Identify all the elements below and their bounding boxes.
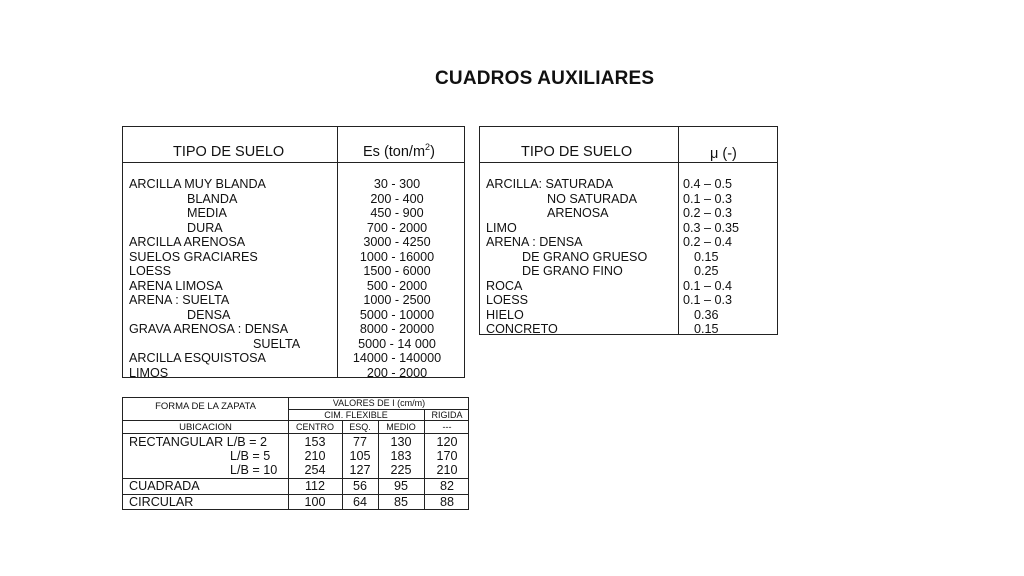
es-row-label: DENSA	[187, 307, 231, 322]
es-row-value: 5000 - 10000	[359, 307, 435, 322]
es-row-label: BLANDA	[187, 191, 238, 206]
zapata-rigida: 120	[436, 435, 458, 449]
mu-header-mu: μ (-)	[710, 146, 737, 162]
es-row-value: 5000 - 14 000	[358, 336, 436, 351]
es-row-value: 500 - 2000	[366, 278, 428, 293]
es-row-label: SUELOS GRACIARES	[129, 249, 258, 264]
es-row-label: ARENA : SUELTA	[129, 293, 230, 307]
zapata-header-valores: VALORES DE I (cm/m)	[332, 398, 426, 408]
zapata-rigida: 88	[439, 495, 454, 509]
mu-row-label: DE GRANO GRUESO	[522, 249, 648, 264]
mu-row-value: 0.2 – 0.3	[683, 206, 733, 220]
mu-row-label: ARENOSA	[547, 206, 609, 220]
mu-row-label: HIELO	[486, 307, 524, 322]
mu-row-label: LOESS	[486, 293, 528, 307]
zapata-rigida: 170	[436, 449, 458, 463]
zapata-medio: 85	[393, 495, 408, 509]
es-row-label: LIMOS	[129, 365, 169, 380]
es-row-value: 8000 - 20000	[359, 322, 435, 336]
es-row-value: 1000 - 16000	[359, 249, 435, 264]
es-row-label: ARCILLA ARENOSA	[129, 235, 246, 249]
zapata-centro: 112	[304, 479, 326, 493]
zapata-esq: 56	[352, 479, 367, 493]
es-row-value: 200 - 400	[370, 191, 424, 206]
zapata-centro: 100	[304, 495, 326, 509]
zapata-esq: 105	[349, 449, 371, 463]
zapata-row-label: RECTANGULAR L/B = 2	[129, 435, 267, 449]
zapata-centro: 153	[304, 435, 326, 449]
es-row-value: 700 - 2000	[366, 220, 428, 235]
es-row-label: ARCILLA ESQUISTOSA	[129, 351, 266, 365]
mu-row-label: LIMO	[486, 220, 517, 235]
es-row-value: 30 - 300	[373, 177, 421, 191]
es-row-value: 1000 - 2500	[363, 293, 431, 307]
zapata-header-ubicacion: UBICACION	[179, 422, 232, 433]
zapata-col-centro: CENTRO	[296, 422, 334, 432]
page-title: CUADROS AUXILIARES	[435, 68, 655, 89]
es-row-label: DURA	[187, 220, 223, 235]
es-table	[122, 126, 465, 378]
zapata-medio: 95	[393, 479, 408, 493]
es-row-value: 450 - 900	[370, 206, 424, 220]
es-row-label: GRAVA ARENOSA : DENSA	[129, 322, 289, 336]
es-row-value: 1500 - 6000	[363, 264, 431, 278]
mu-row-label: ARENA : DENSA	[486, 235, 583, 249]
zapata-row-label: L/B = 5	[230, 449, 271, 463]
zapata-esq: 127	[349, 463, 371, 477]
zapata-rigida: 210	[436, 463, 458, 477]
zapata-header-flexible: CIM. FLEXIBLE	[324, 410, 388, 420]
zapata-row-label: CUADRADA	[129, 479, 200, 493]
es-row-label: SUELTA	[253, 336, 301, 351]
mu-row-label: DE GRANO FINO	[522, 264, 623, 278]
zapata-centro: 210	[304, 449, 326, 463]
es-header-tipo: TIPO DE SUELO	[173, 144, 285, 160]
mu-row-value: 0.36	[694, 307, 719, 322]
mu-row-label: ARCILLA: SATURADA	[486, 177, 614, 191]
es-row-value: 14000 - 140000	[352, 351, 442, 365]
mu-row-value: 0.15	[694, 249, 719, 264]
mu-row-value: 0.3 – 0.35	[683, 220, 740, 235]
mu-row-value: 0.1 – 0.3	[683, 191, 733, 206]
es-row-value: 200 - 2000	[366, 365, 428, 380]
zapata-table	[122, 397, 469, 510]
zapata-esq: 64	[352, 495, 367, 509]
mu-row-value: 0.1 – 0.3	[683, 293, 733, 307]
es-row-label: MEDIA	[187, 206, 227, 220]
zapata-medio: 183	[390, 449, 412, 463]
mu-row-value: 0.15	[694, 322, 719, 336]
mu-row-value: 0.25	[694, 264, 719, 278]
zapata-medio: 130	[390, 435, 412, 449]
zapata-col-esq: ESQ.	[349, 422, 371, 432]
zapata-col-rigida: ---	[442, 422, 452, 432]
zapata-header-forma: FORMA DE LA ZAPATA	[155, 401, 256, 412]
zapata-col-medio: MEDIO	[386, 422, 416, 432]
es-row-label: LOESS	[129, 264, 171, 278]
zapata-rigida: 82	[439, 479, 454, 493]
mu-row-value: 0.2 – 0.4	[683, 235, 733, 249]
mu-row-value: 0.4 – 0.5	[683, 177, 733, 191]
mu-row-label: NO SATURADA	[547, 191, 638, 206]
es-row-label: ARCILLA MUY BLANDA	[129, 177, 266, 191]
mu-row-value: 0.1 – 0.4	[683, 278, 733, 293]
mu-row-label: CONCRETO	[486, 322, 558, 336]
mu-table	[479, 126, 778, 335]
zapata-row-label: L/B = 10	[230, 463, 278, 477]
es-header-es: Es $(ton/m^2)$	[363, 142, 435, 160]
mu-header-tipo: TIPO DE SUELO	[521, 144, 633, 160]
es-row-label: ARENA LIMOSA	[129, 278, 223, 293]
es-row-value: 3000 - 4250	[363, 235, 431, 249]
zapata-esq: 77	[352, 435, 367, 449]
zapata-medio: 225	[390, 463, 412, 477]
zapata-centro: 254	[304, 463, 326, 477]
zapata-header-rigida: RIGIDA	[431, 410, 463, 420]
mu-row-label: ROCA	[486, 278, 523, 293]
zapata-row-label: CIRCULAR	[129, 495, 194, 509]
